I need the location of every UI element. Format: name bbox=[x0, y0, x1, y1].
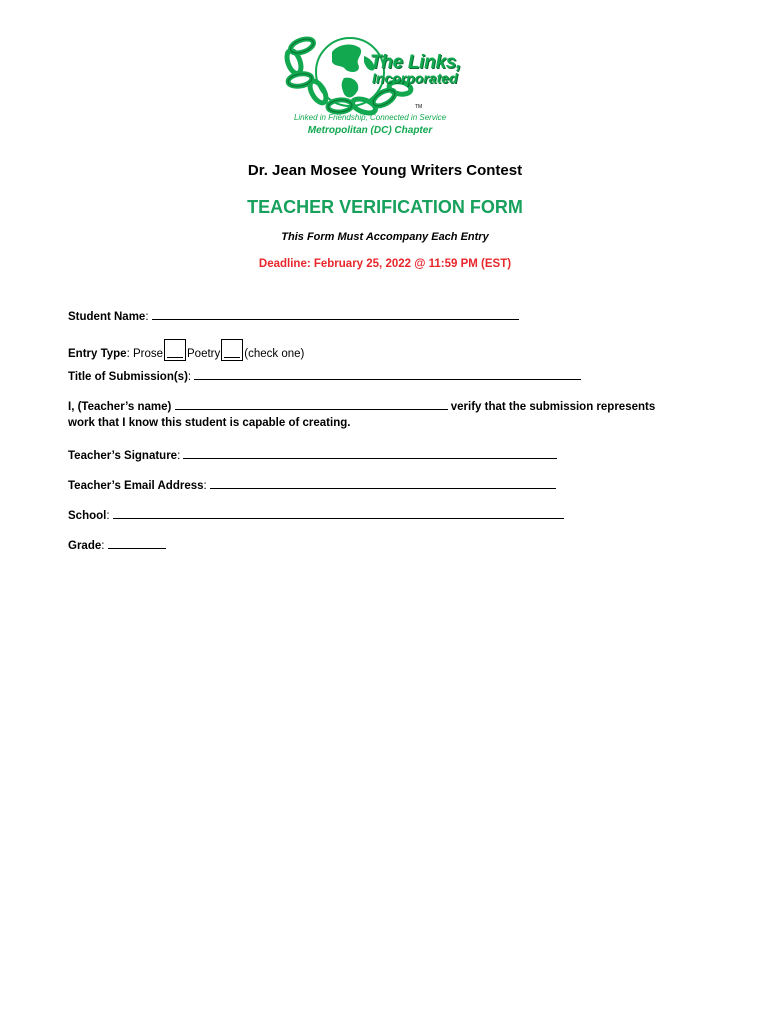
teacher-name-row bbox=[68, 399, 655, 413]
school-field[interactable] bbox=[113, 508, 564, 519]
email-row bbox=[68, 478, 556, 492]
grade-row bbox=[68, 538, 166, 552]
student-name-row bbox=[68, 309, 519, 323]
student-name-field[interactable] bbox=[152, 309, 519, 320]
signature-field[interactable] bbox=[183, 448, 557, 459]
school-label: School bbox=[68, 510, 107, 522]
logo-tagline: Linked in Friendship, Connected in Service bbox=[293, 113, 447, 122]
deadline: Deadline: February 25, 2022 @ 11:59 PM (EST) bbox=[258, 258, 512, 270]
check-one-note: (check one) bbox=[244, 348, 305, 360]
grade-field[interactable] bbox=[108, 538, 166, 549]
logo-chapter: Metropolitan (DC) Chapter bbox=[307, 125, 433, 136]
prose-label: Prose bbox=[132, 348, 164, 360]
separator: : bbox=[177, 450, 184, 462]
links-logo bbox=[272, 34, 472, 144]
separator: : bbox=[126, 348, 133, 360]
school-row bbox=[68, 508, 564, 522]
separator: : bbox=[101, 540, 108, 552]
logo-trademark: TM bbox=[415, 104, 423, 110]
separator: : bbox=[145, 311, 152, 323]
separator: : bbox=[203, 480, 210, 492]
signature-row bbox=[68, 448, 557, 462]
email-label: Teacher’s Email Address bbox=[68, 480, 204, 492]
logo-name-line1: The Links, bbox=[370, 52, 461, 73]
poetry-checkbox[interactable] bbox=[221, 339, 243, 361]
form-title: TEACHER VERIFICATION FORM bbox=[247, 197, 523, 217]
prose-checkbox[interactable] bbox=[164, 339, 186, 361]
title-field[interactable] bbox=[194, 369, 581, 380]
contest-title: Dr. Jean Mosee Young Writers Contest bbox=[247, 162, 523, 179]
entry-type-row bbox=[68, 339, 304, 361]
email-field[interactable] bbox=[210, 478, 556, 489]
title-row bbox=[68, 369, 581, 383]
teacher-name-suffix: verify that the submission represents bbox=[447, 401, 656, 413]
grade-label: Grade bbox=[68, 540, 102, 552]
teacher-name-label: I, (Teacher’s name) bbox=[68, 401, 172, 413]
teacher-statement-line2: work that I know this student is capable of creating. bbox=[68, 417, 351, 429]
logo-name-line2: Incorporated bbox=[372, 70, 458, 86]
separator: : bbox=[106, 510, 113, 522]
form-subtitle: This Form Must Accompany Each Entry bbox=[281, 231, 489, 243]
signature-label: Teacher’s Signature bbox=[68, 450, 178, 462]
teacher-name-field[interactable] bbox=[175, 399, 448, 410]
poetry-label: Poetry bbox=[187, 348, 221, 360]
student-name-label: Student Name bbox=[68, 311, 146, 323]
entry-type-label: Entry Type bbox=[68, 348, 127, 360]
separator: : bbox=[187, 371, 195, 383]
title-label: Title of Submission(s) bbox=[68, 371, 188, 383]
